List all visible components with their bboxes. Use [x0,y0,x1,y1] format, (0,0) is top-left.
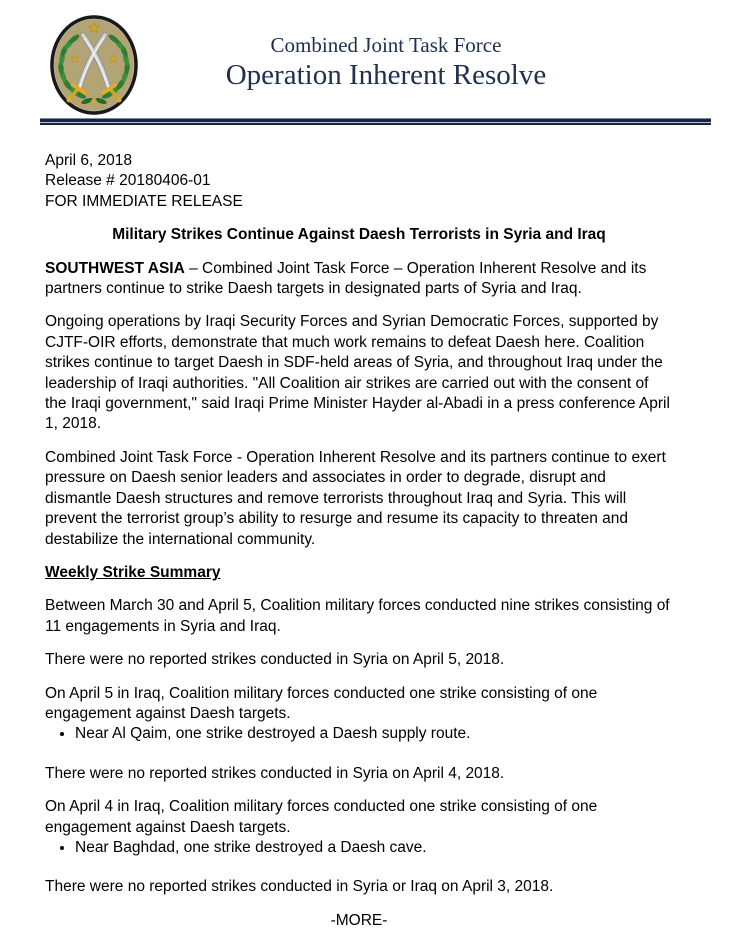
org-name-line2: Operation Inherent Resolve [225,59,547,91]
dateline-text: – Combined Joint Task Force – Operation Inherent Resolve and its partners continue to strike Daesh targets in designated parts of Syria and Iraq. [45,259,647,298]
headline: Military Strikes Continue Against Daesh Terrorists in Syria and Iraq [112,226,606,244]
paragraph-pressure: Combined Joint Task Force - Operation Inherent Resolve and its partners continue to exert pressure on Daesh senior leaders and associates in order to degrade, disrupt and dismantle Daesh structures and remove terrorists throughout Iraq and Syria. This will prevent the terrorist group’s ability to resurge and resume its capacity to threaten and destabilize the international community. [45,448,666,548]
document-header [0,0,750,118]
paragraph-no-strikes-syria-apr4: There were no reported strikes conducted in Syria on April 4, 2018. [45,764,505,782]
release-status: FOR IMMEDIATE RELEASE [45,192,243,210]
more-continuation-marker: -MORE- [330,911,388,929]
emblem-svg [49,13,139,116]
paragraph-dateline [45,259,673,300]
paragraph-no-strikes-apr3: There were no reported strikes conducted in Syria or Iraq on April 3, 2018. [45,878,554,896]
strike-item: • Near Al Qaim, one strike destroyed a Daesh supply route. [75,724,673,744]
paragraph-iraq-apr4: On April 4 in Iraq, Coalition military forces conducted one strike consisting of one engagement against Daesh targets. [45,798,598,836]
paragraph-no-strikes-syria-apr5: There were no reported strikes conducted in Syria on April 5, 2018. [45,651,505,669]
strike-list-apr4 [45,838,673,858]
release-info-block [45,151,673,212]
paragraph-summary-totals: Between March 30 and April 5, Coalition military forces conducted nine strikes consisting of 11 engagements in Syria and Iraq. [45,597,670,635]
header-divider-rule [40,118,711,125]
dateline-location: SOUTHWEST ASIA [45,259,185,277]
org-name-line1: Combined Joint Task Force [270,33,502,57]
press-release-body [45,151,673,931]
weekly-strike-summary-heading: Weekly Strike Summary [45,563,221,581]
strike-item: • Near Baghdad, one strike destroyed a Daesh cave. [75,838,673,858]
release-date: April 6, 2018 [45,152,133,169]
strike-list-apr5 [45,724,673,744]
cjtf-oir-emblem-icon [49,13,139,122]
paragraph-operations: Ongoing operations by Iraqi Security Forces and Syrian Democratic Forces, supported by CJTF-OIR efforts, demonstrate that much work remains to defeat Daesh here. Coalition strikes continue to target Daesh in SDF-held areas of Syria, and throughout Iraq under the leadership of Iraqi authorities. "All Coalition air strikes are carried out with the consent of the Iraqi government," said Iraqi Prime Minister Hayder al-Abadi in a press conference April 1, 2018. [45,313,670,433]
paragraph-iraq-apr5: On April 5 in Iraq, Coalition military forces conducted one strike consisting of one engagement against Daesh targets. [45,684,598,722]
release-number: Release # 20180406-01 [45,172,211,190]
